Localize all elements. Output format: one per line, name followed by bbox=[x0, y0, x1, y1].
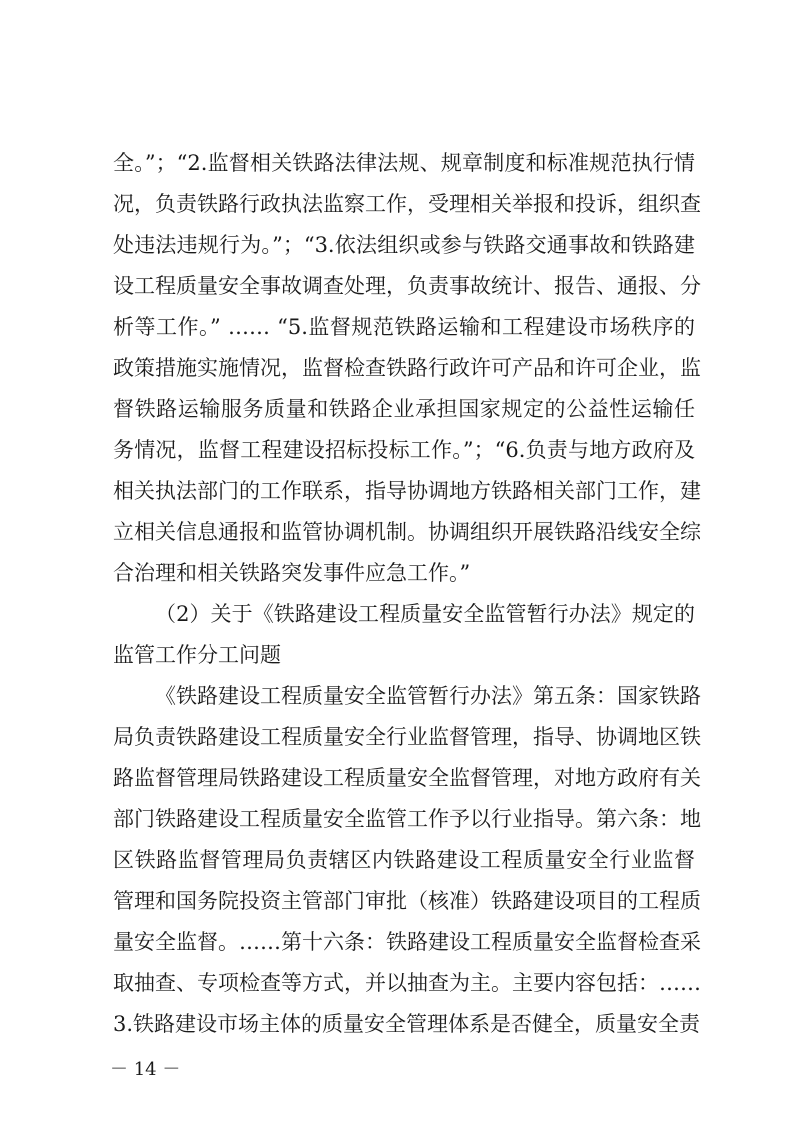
page-number: － 14 － bbox=[110, 1059, 181, 1080]
text-line: 析等工作。” …… “5.监督规范铁路运输和工程建设市场秩序的 bbox=[113, 315, 695, 339]
section-heading-line: 监管工作分工问题 bbox=[113, 643, 281, 667]
text-line: 路监督管理局铁路建设工程质量安全监督管理，对地方政府有关 bbox=[113, 766, 701, 790]
text-line: 督铁路运输服务质量和铁路企业承担国家规定的公益性运输任 bbox=[113, 397, 695, 421]
text-line: 取抽查、专项检查等方式，并以抽查为主。主要内容包括：…… bbox=[113, 971, 701, 995]
text-line: 局负责铁路建设工程质量安全行业监督管理，指导、协调地区铁 bbox=[113, 725, 701, 749]
section-heading-line: （2）关于《铁路建设工程质量安全监管暂行办法》规定的 bbox=[155, 602, 695, 626]
text-line: 全。”；“2.监督相关铁路法律法规、规章制度和标准规范执行情 bbox=[113, 151, 695, 175]
text-line: 务情况，监督工程建设招标投标工作。”；“6.负责与地方政府及 bbox=[113, 438, 695, 462]
text-line: 管理和国务院投资主管部门审批（核准）铁路建设项目的工程质 bbox=[113, 889, 701, 913]
text-line: 政策措施实施情况，监督检查铁路行政许可产品和许可企业，监 bbox=[113, 356, 701, 380]
text-line: 3.铁路建设市场主体的质量安全管理体系是否健全，质量安全责 bbox=[113, 1012, 701, 1036]
text-line: 部门铁路建设工程质量安全监管工作予以行业指导。第六条：地 bbox=[113, 807, 701, 831]
text-line: 立相关信息通报和监管协调机制。协调组织开展铁路沿线安全综 bbox=[113, 520, 701, 544]
text-line: 《铁路建设工程质量安全监管暂行办法》第五条：国家铁路 bbox=[155, 684, 701, 708]
text-line: 设工程质量安全事故调查处理，负责事故统计、报告、通报、分 bbox=[113, 274, 701, 298]
text-line: 区铁路监督管理局负责辖区内铁路建设工程质量安全行业监督 bbox=[113, 848, 695, 872]
text-line: 况，负责铁路行政执法监察工作，受理相关举报和投诉，组织查 bbox=[113, 192, 701, 216]
text-line: 合治理和相关铁路突发事件应急工作。” bbox=[113, 561, 471, 585]
text-line: 处违法违规行为。”；“3.依法组织或参与铁路交通事故和铁路建 bbox=[113, 233, 695, 257]
text-line: 量安全监督。……第十六条：铁路建设工程质量安全监督检查采 bbox=[113, 930, 701, 954]
text-line: 相关执法部门的工作联系，指导协调地方铁路相关部门工作，建 bbox=[113, 479, 701, 503]
